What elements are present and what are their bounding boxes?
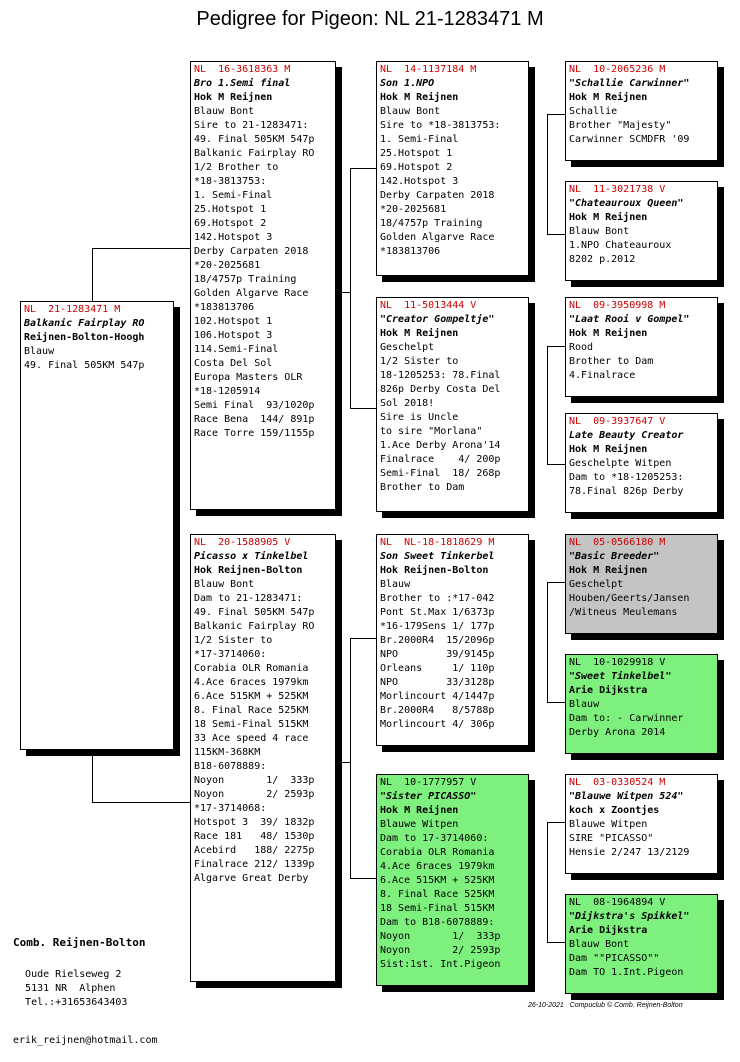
connector-line [350, 638, 376, 639]
breeder-name: Hok M Reijnen [380, 805, 459, 816]
info-line: *20-2025681 [380, 204, 447, 215]
breeder-name: koch x Zoontjes [569, 805, 660, 816]
connector-line [92, 750, 93, 802]
info-line: NPO 39/9145p [380, 649, 495, 660]
connector-line [547, 464, 565, 465]
owner-address-line: Oude Rielseweg 2 [25, 969, 122, 980]
info-line: 33 Ace speed 4 race [194, 733, 309, 744]
pigeon-name: Picasso x Tinkelbel [194, 551, 309, 562]
info-line: 4.Finalrace [569, 370, 636, 381]
info-line: Golden Algarve Race [194, 288, 309, 299]
info-line: 1.Ace Derby Arona'14 [380, 440, 501, 451]
connector-line [350, 168, 351, 408]
info-line: Blauw [24, 346, 55, 357]
info-line: Noyon 2/ 2593p [194, 789, 315, 800]
pigeon-name: "Dijkstra's Spikkel" [569, 911, 690, 922]
connector-line [336, 292, 350, 293]
info-line: Race 181 48/ 1530p [194, 831, 315, 842]
info-line: Sire is Uncle [380, 412, 459, 423]
info-line: 18/4757p Training [194, 274, 297, 285]
info-line: Rood [569, 342, 594, 353]
info-line: to sire "Morlana" [380, 426, 483, 437]
info-line: Noyon 1/ 333p [194, 775, 315, 786]
pigeon-name: "Basic Breeder" [569, 551, 660, 562]
owner-name: Comb. Reijnen-Bolton [13, 936, 146, 949]
owner-phone: Tel.:+31653643403 [25, 997, 128, 1008]
breeder-name: Hok M Reijnen [380, 92, 459, 103]
breeder-name: Arie Dijkstra [569, 685, 648, 696]
ring-number: NL 09-3937647 V [569, 416, 666, 427]
info-line: 1.NPO Chateauroux [569, 240, 672, 251]
info-line: Geschelpte Witpen [569, 458, 672, 469]
pigeon-card-dam-sire-sire[interactable] [565, 534, 718, 634]
info-line: Morlincourt 4/ 306p [380, 719, 495, 730]
info-line: Sol 2018! [380, 398, 435, 409]
connector-line [547, 114, 565, 115]
info-line: Hensie 2/247 13/2129 [569, 847, 690, 858]
info-line: NPO 33/3128p [380, 677, 495, 688]
connector-line [547, 582, 565, 583]
ring-number: NL 03-0330524 M [569, 777, 666, 788]
ring-number: NL 05-0566180 M [569, 537, 666, 548]
ring-number: NL 10-1777957 V [380, 777, 477, 788]
connector-line [547, 582, 548, 702]
pigeon-card-dam[interactable] [190, 534, 336, 982]
info-line: 18/4757p Training [380, 218, 483, 229]
pigeon-name: "Chateauroux Queen" [569, 198, 684, 209]
info-line: Dam TO 1.Int.Pigeon [569, 967, 684, 978]
info-line: Sire to *18-3813753: [380, 120, 501, 131]
info-line: 8. Final Race 525KM [194, 705, 309, 716]
breeder-name: Hok Reijnen-Bolton [380, 565, 489, 576]
info-line: 18 Semi-Final 515KM [194, 719, 309, 730]
info-line: 49. Final 505KM 547p [194, 134, 315, 145]
ring-number: NL 14-1137184 M [380, 64, 477, 75]
info-line: Dam to *18-1205253: [569, 472, 684, 483]
info-line: Dam to B18-6078889: [380, 917, 495, 928]
pigeon-card-sire-dam-sire[interactable] [565, 297, 718, 397]
pigeon-name: "Creator Gompeltje" [380, 314, 495, 325]
info-line: Brother to Dam [380, 482, 465, 493]
connector-line [92, 802, 190, 803]
info-line: 1/2 Brother to [194, 162, 279, 173]
info-line: Race Bena 144/ 891p [194, 414, 315, 425]
info-line: 6.Ace 515KM + 525KM [380, 875, 495, 886]
connector-line [336, 762, 350, 763]
info-line: 1. Semi-Final [194, 190, 273, 201]
pigeon-card-dam-dam-dam[interactable] [565, 894, 718, 994]
pigeon-card-sire-sire[interactable] [376, 61, 529, 276]
info-line: 115KM-368KM [194, 747, 261, 758]
info-line: B18-6078889: [194, 761, 267, 772]
breeder-name: Hok M Reijnen [569, 565, 648, 576]
breeder-name: Hok M Reijnen [569, 444, 648, 455]
pigeon-card-sire[interactable] [190, 61, 336, 510]
info-line: Semi-Final 18/ 268p [380, 468, 501, 479]
info-line: *16-179Sens 1/ 177p [380, 621, 495, 632]
info-line: 4.Ace 6races 1979km [194, 677, 309, 688]
pigeon-card-dam-sire-dam[interactable] [565, 654, 718, 754]
info-line: Hotspot 3 39/ 1832p [194, 817, 315, 828]
info-line: Golden Algarve Race [380, 232, 495, 243]
pigeon-card-subject[interactable] [20, 301, 174, 750]
ring-number: NL 10-1029918 V [569, 657, 666, 668]
info-line: *17-3714060: [194, 649, 267, 660]
info-line: Blauw [380, 579, 411, 590]
connector-line [350, 878, 376, 879]
breeder-name: Hok M Reijnen [569, 212, 648, 223]
info-line: Blauw Bont [569, 939, 630, 950]
info-line: 102.Hotspot 1 [194, 316, 273, 327]
info-line: Blauw Bont [194, 579, 255, 590]
info-line: Dam to 17-3714060: [380, 833, 489, 844]
info-line: SIRE "PICASSO" [569, 833, 654, 844]
info-line: Pont St.Max 1/6373p [380, 607, 495, 618]
info-line: 25.Hotspot 1 [380, 148, 453, 159]
info-line: 69.Hotspot 2 [194, 218, 267, 229]
info-line: *18-1205914 [194, 386, 261, 397]
info-line: Carwinner SCMDFR '09 [569, 134, 690, 145]
connector-line [547, 114, 548, 234]
connector-line [547, 822, 565, 823]
pigeon-name: Son Sweet Tinkerbel [380, 551, 495, 562]
info-line: *183813706 [380, 246, 441, 257]
pigeon-name: "Laat Rooi v Gompel" [569, 314, 690, 325]
info-line: 826p Derby Costa Del [380, 384, 501, 395]
breeder-name: Hok M Reijnen [569, 92, 648, 103]
info-line: Europa Masters OLR [194, 372, 303, 383]
info-line: Morlincourt 4/1447p [380, 691, 495, 702]
info-line: Schallie [569, 106, 618, 117]
info-line: *18-3813753: [194, 176, 267, 187]
footer [528, 1002, 683, 1009]
info-line: 142.Hotspot 3 [380, 176, 459, 187]
info-line: 78.Final 826p Derby [569, 486, 684, 497]
info-line: 18-1205253: 78.Final [380, 370, 501, 381]
info-line: 8. Final Race 525KM [380, 889, 495, 900]
info-line: Finalrace 4/ 200p [380, 454, 501, 465]
info-line: 1/2 Sister to [380, 356, 459, 367]
info-line: /Witneus Meulemans [569, 607, 678, 618]
info-line: Race Torre 159/1155p [194, 428, 315, 439]
info-line: Costa Del Sol [194, 358, 273, 369]
ring-number: NL 11-3021738 V [569, 184, 666, 195]
ring-number: NL 11-5013444 V [380, 300, 477, 311]
info-line: 142.Hotspot 3 [194, 232, 273, 243]
ring-number: NL 10-2065236 M [569, 64, 666, 75]
pigeon-name: Son 1.NPO [380, 78, 435, 89]
info-line: 1. Semi-Final [380, 134, 459, 145]
info-line: Acebird 188/ 2275p [194, 845, 315, 856]
info-line: *20-2025681 [194, 260, 261, 271]
pigeon-name: "Schallie Carwinner" [569, 78, 690, 89]
pigeon-card-dam-sire[interactable] [376, 534, 529, 746]
owner-address-line: 5131 NR Alphen [25, 983, 116, 994]
info-line: Derby Carpaten 2018 [380, 190, 495, 201]
info-line: Semi Final 93/1020p [194, 400, 315, 411]
pigeon-name: Late Beauty Creator [569, 430, 684, 441]
owner-email[interactable]: erik_reijnen@hotmail.com [13, 1035, 158, 1046]
pigeon-card-dam-dam[interactable] [376, 774, 529, 986]
info-line: Brother to :*17-042 [380, 593, 495, 604]
pigeon-name: "Sister PICASSO" [380, 791, 477, 802]
info-line: Blauw [569, 699, 600, 710]
ring-number: NL 20-1588905 V [194, 537, 291, 548]
info-line: Brother "Majesty" [569, 120, 672, 131]
info-line: *183813706 [194, 302, 255, 313]
info-line: 6.Ace 515KM + 525KM [194, 691, 309, 702]
ring-number: NL 09-3950998 M [569, 300, 666, 311]
info-line: Blauw Bont [194, 106, 255, 117]
connector-line [350, 408, 376, 409]
breeder-name: Hok M Reijnen [380, 328, 459, 339]
info-line: Sire to 21-1283471: [194, 120, 309, 131]
footer-credit: Compuclub © Comb. Reijnen-Bolton [569, 1002, 683, 1009]
connector-line [547, 942, 565, 943]
ring-number: NL NL-18-1818629 M [380, 537, 495, 548]
info-line: 18 Semi-Final 515KM [380, 903, 495, 914]
connector-line [547, 702, 565, 703]
pigeon-name: "Blauwe Witpen 524" [569, 791, 684, 802]
breeder-name: Hok M Reijnen [194, 92, 273, 103]
info-line: Geschelpt [569, 579, 624, 590]
pigeon-card-sire-sire-dam[interactable] [565, 181, 718, 281]
pigeon-name: "Sweet Tinkelbel" [569, 671, 672, 682]
connector-line [350, 638, 351, 878]
info-line: 4.Ace 6races 1979km [380, 861, 495, 872]
info-line: 49. Final 505KM 547p [194, 607, 315, 618]
page-title: Pedigree for Pigeon: NL 21-1283471 M [196, 8, 544, 30]
info-line: Sist:1st. Int.Pigeon [380, 959, 501, 970]
footer-date: 26-10-2021 [528, 1002, 564, 1009]
connector-line [547, 234, 565, 235]
info-line: 114.Semi-Final [194, 344, 279, 355]
connector-line [547, 346, 548, 464]
pigeon-name: Bro 1.Semi final [194, 78, 291, 89]
info-line: Br.2000R4 15/2096p [380, 635, 495, 646]
info-line: Noyon 2/ 2593p [380, 945, 501, 956]
info-line: Derby Arona 2014 [569, 727, 666, 738]
info-line: Brother to Dam [569, 356, 654, 367]
info-line: Blauw Bont [569, 226, 630, 237]
info-line: 8202 p.2012 [569, 254, 636, 265]
breeder-name: Hok Reijnen-Bolton [194, 565, 303, 576]
info-line: Corabia OLR Romania [194, 663, 309, 674]
info-line: Orleans 1/ 110p [380, 663, 495, 674]
ring-number: NL 21-1283471 M [24, 304, 121, 315]
info-line: Noyon 1/ 333p [380, 931, 501, 942]
info-line: Blauwe Witpen [380, 819, 459, 830]
connector-line [92, 248, 190, 249]
info-line: *17-3714068: [194, 803, 267, 814]
info-line: 25.Hotspot 1 [194, 204, 267, 215]
info-line: Blauw Bont [380, 106, 441, 117]
info-line: Balkanic Fairplay RO [194, 148, 315, 159]
info-line: Geschelpt [380, 342, 435, 353]
info-line: Dam to: - Carwinner [569, 713, 684, 724]
connector-line [547, 346, 565, 347]
pigeon-card-dam-dam-sire[interactable] [565, 774, 718, 874]
ring-number: NL 08-1964894 V [569, 897, 666, 908]
info-line: Derby Carpaten 2018 [194, 246, 309, 257]
breeder-name: Arie Dijkstra [569, 925, 648, 936]
info-line: Blauwe Witpen [569, 819, 648, 830]
info-line: Dam to 21-1283471: [194, 593, 303, 604]
breeder-name: Hok M Reijnen [569, 328, 648, 339]
info-line: 69.Hotspot 2 [380, 162, 453, 173]
info-line: Finalrace 212/ 1339p [194, 859, 315, 870]
pigeon-card-sire-dam[interactable] [376, 297, 529, 512]
info-line: 106.Hotspot 3 [194, 330, 273, 341]
connector-line [92, 248, 93, 302]
info-line: 1/2 Sister to [194, 635, 273, 646]
info-line: Algarve Great Derby [194, 873, 309, 884]
info-line: Balkanic Fairplay RO [194, 621, 315, 632]
pigeon-card-sire-sire-sire[interactable] [565, 61, 718, 161]
info-line: Dam ""PICASSO"" [569, 953, 660, 964]
owner-info [13, 908, 158, 1062]
pigeon-name: Balkanic Fairplay RO [24, 318, 145, 329]
info-line: Corabia OLR Romania [380, 847, 495, 858]
info-line: Houben/Geerts/Jansen [569, 593, 690, 604]
connector-line [547, 822, 548, 942]
connector-line [350, 168, 376, 169]
info-line: Br.2000R4 8/5788p [380, 705, 495, 716]
breeder-name: Reijnen-Bolton-Hoogh [24, 332, 145, 343]
pigeon-card-sire-dam-dam[interactable] [565, 413, 718, 513]
info-line: 49. Final 505KM 547p [24, 360, 145, 371]
ring-number: NL 16-3618363 M [194, 64, 291, 75]
